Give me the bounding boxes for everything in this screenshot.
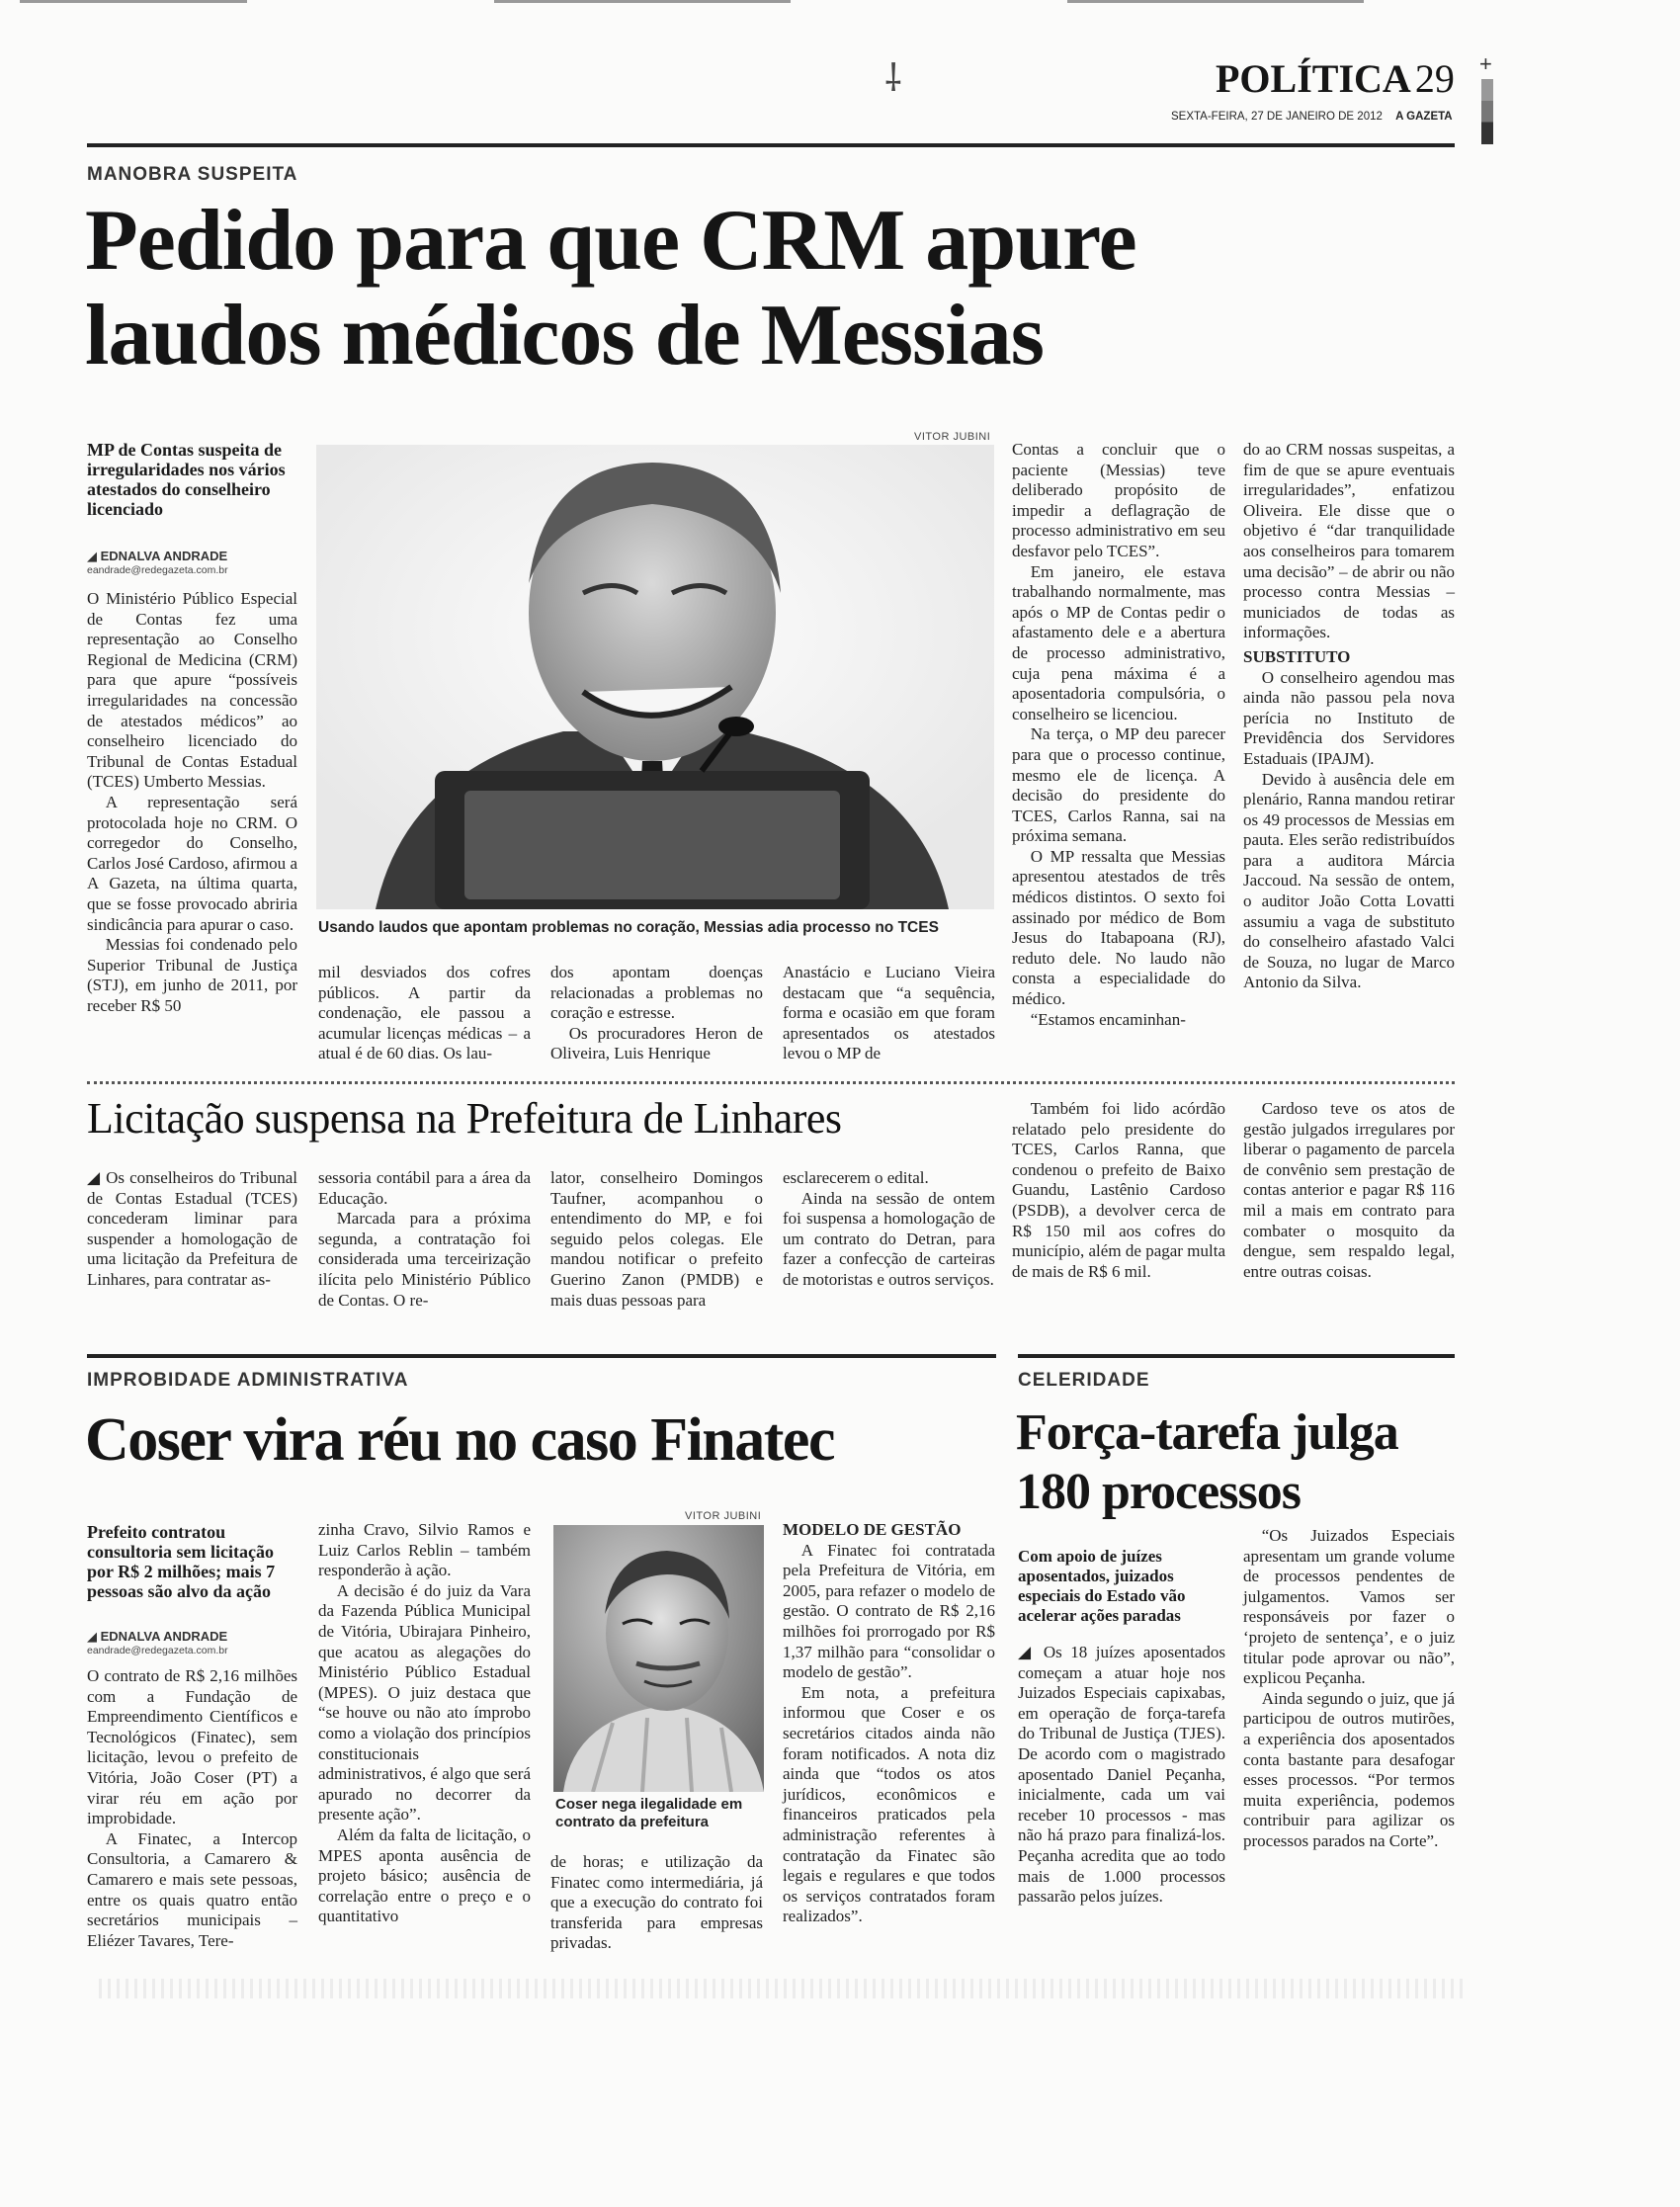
paragraph: “Os Juizados Especiais apresentam um grande volume de processos pendentes de julgamentos. Vamos ser responsáveis por fazer o ‘projeto de sentença’, e o juiz titular pode aprovar ou não”, explicou Peçanha. (1243, 1526, 1455, 1688)
paragraph: ◢ Os 18 juízes aposentados começam a atuar hoje nos Juizados Especiais capixabas, em operação de força-tarefa do Tribunal de Justiça (TJES). De acordo com o magistrado aposentado Daniel Peçanha, inicialmente, cada um vai receber 10 processos - mas não há prazo para finalizá-los. Peçanha acredita que ao todo mais de 1.000 processos passarão pelos juízes. (1018, 1643, 1225, 1907)
paragraph: Na terça, o MP deu parecer para que o processo continue, mesmo ele de licença. A decisão do presidente do TCES, Carlos Ranna, sai na próxima semana. (1012, 724, 1225, 846)
article3-subtitle: MODELO DE GESTÃO (783, 1520, 962, 1539)
article3-subhead: Prefeito contratou consultoria sem licitação por R$ 2 milhões; mais 7 pessoas são alvo da ação (87, 1522, 276, 1601)
article3-col2 (318, 1520, 531, 1927)
article1-col4 (783, 963, 995, 1064)
paragraph: ◢ Os conselheiros do Tribunal de Contas Estadual (TCES) concederam liminar para suspender a homologação de uma licitação da Prefeitura de Linhares, para contratar as- (87, 1168, 297, 1289)
paragraph: de horas; e utilização da Finatec como intermediária, já que a execução do contrato foi transferida para empresas privadas. (550, 1852, 763, 1953)
section-divider (87, 1081, 1455, 1084)
article1-col5 (1012, 440, 1225, 1030)
paragraph: Marcada para a próxima segunda, a contratação foi considerada uma terceirização ilícita pelo Ministério Público de Contas. O re- (318, 1209, 531, 1310)
paragraph: Ainda segundo o juiz, que já participou de outros mutirões, a experiência dos aposentados conta bastante para desafogar esses processos. “Por termos muita experiência, podemos contribuir para agilizar os processos parados na Corte”. (1243, 1688, 1455, 1850)
article1-caption: Usando laudos que apontam problemas no coração, Messias adia processo no TCES (318, 919, 939, 936)
article2-col4 (783, 1168, 995, 1291)
paragraph: Devido à ausência dele em plenário, Ranna mandou retirar os 49 processos de Messias em pauta. Eles serão redistribuídos para a auditora Márcia Jaccoud. Na sessão de ontem, o auditor João Cotta Lovatti assumiu a vaga de substituto do conselheiro afastado Valci de Souza, no lugar de Marco Antonio da Silva. (1243, 769, 1455, 992)
article4-kicker: CELERIDADE (1018, 1370, 1150, 1391)
paragraph: A Finatec foi contratada pela Prefeitura de Vitória, em 2005, para refazer o modelo de gestão. O contrato de R$ 2,16 milhões foi prorrogado por R$ 1,37 milhão para “consolidar o modelo de gestão”. (783, 1540, 995, 1682)
paragraph: Além da falta de licitação, o MPES aponta ausência de projeto básico; ausência de correlação entre o preço e o quantitativo (318, 1825, 531, 1926)
scan-edge-mark (20, 0, 247, 3)
paragraph: esclarecerem o edital. (783, 1168, 929, 1187)
article2-headline: Licitação suspensa na Prefeitura de Linhares (87, 1094, 842, 1143)
paragraph: Os procuradores Heron de Oliveira, Luis Henrique (550, 1023, 763, 1063)
article3-kicker: IMPROBIDADE ADMINISTRATIVA (87, 1370, 409, 1391)
paragraph: Ainda na sessão de ontem foi suspensa a homologação de um contrato do Detran, para fazer a confecção de carteiras de motoristas e outros serviços. (783, 1188, 995, 1289)
article3-top-rule (87, 1354, 996, 1358)
paragraph: sessoria contábil para a área da Educação. (318, 1168, 531, 1208)
paragraph: Em nota, a prefeitura informou que Coser e os secretários citados ainda não foram notificados. A nota diz ainda que “todos os atos jurídicos, econômicos e financeiros praticados pela administração referentes à contratação da Finatec são legais e regulares e que todos os serviços contratados foram realizados”. (783, 1682, 995, 1926)
paragraph: Cardoso teve os atos de gestão julgados irregulares por liberar o pagamento de parcela de convênio sem prestação de contas anterior e pagar R$ 116 mil a mais em contrato para combater o mosquito da dengue, sem respaldo legal, entre outras coisas. (1243, 1099, 1455, 1281)
paragraph: Contas a concluir que o paciente (Messias) teve deliberado propósito de impedir a deflagração de processo administrativo em seu desfavor pelo TCES”. (1012, 440, 1225, 560)
paragraph: mil desviados dos cofres públicos. A partir da condenação, ele passou a acumular licenças médicas – a atual é de 60 dias. Os lau- (318, 963, 531, 1063)
article3-caption: Coser nega ilegalidade em contrato da prefeitura (555, 1796, 743, 1830)
article3-col1 (87, 1666, 297, 1951)
paragraph: O conselheiro agendou mas ainda não passou pela nova perícia no Instituto de Previdência dos Servidores Estaduais (IPAJM). (1243, 667, 1455, 768)
paragraph: Também foi lido acórdão relatado pelo presidente do TCES, Carlos Ranna, que condenou o prefeito de Baixo Guandu, Lastênio Cardoso (PSDB), a devolver cerca de R$ 150 mil aos cofres do município, além de pagar multa de mais de R$ 6 mil. (1012, 1099, 1225, 1281)
paragraph: O Ministério Público Especial de Contas fez uma representação ao Conselho Regional de Medicina (CRM) para que apure “possíveis irregularidades na concessão de atestados médicos” ao conselheiro licenciado do Tribunal de Contas Estadual (TCES) Umberto Messias. (87, 589, 297, 792)
article1-col3 (550, 963, 763, 1064)
article4-subhead: Com apoio de juízes aposentados, juizados especiais do Estado vão acelerar ações paradas (1018, 1547, 1186, 1625)
paragraph: zinha Cravo, Silvio Ramos e Luiz Carlos Reblin – também responderão à ação. (318, 1520, 531, 1580)
paragraph: Em janeiro, ele estava trabalhando normalmente, mas após o MP de Contas pedir o afastamento dele e a abertura de processo administrativo, cuja pena máxima é a aposentadoria compulsória, o conselheiro se licenciou. (1012, 561, 1225, 723)
article2-col6 (1243, 1099, 1455, 1282)
registration-plus-icon: + (1479, 51, 1492, 76)
article1-byline: ◢ EDNALVA ANDRADE (87, 549, 228, 563)
paragraph: O MP ressalta que Messias apresentou atestados de três médicos distintos. O sexto foi assinado por médico de Bom Jesus do Itabapoana (RJ), reduto dele. No laudo não consta a especialidade do médico. (1012, 846, 1225, 1009)
scan-bleedthrough (99, 1979, 1463, 1998)
masthead-rule (87, 143, 1455, 147)
paragraph: lator, conselheiro Domingos Taufner, acompanhou o entendimento do MP, e foi seguido pelos colegas. Ele mandou notificar o prefeito Guerino Zanon (PMDB) e mais duas pessoas para (550, 1168, 763, 1310)
article1-subtitle: SUBSTITUTO (1243, 646, 1351, 666)
coser-photo (553, 1525, 764, 1792)
messias-photo (316, 445, 994, 909)
paragraph: O contrato de R$ 2,16 milhões com a Fundação de Empreendimento Científicos e Tecnológicos (Finatec), sem licitação, levou o prefeito de Vitória, João Coser (PT) a virar réu em ação por improbidade. (87, 1666, 297, 1828)
article3-col4 (783, 1520, 995, 1927)
handwritten-mark: ⸸ (884, 56, 902, 100)
paragraph: A Finatec, a Intercop Consultoria, a Camarero & Camarero e mais sete pessoas, entre os quais quatro então secretários municipais – Eliézer Tavares, Tere- (87, 1828, 297, 1950)
article4-headline: Força-tarefa julga 180 processos (1016, 1404, 1398, 1520)
section-title: POLÍTICA 29 (1216, 56, 1455, 101)
article3-col3 (550, 1852, 763, 1954)
article3-headline: Coser vira réu no caso Finatec (85, 1406, 834, 1474)
article1-col2 (318, 963, 531, 1064)
article1-photo-credit: VITOR JUBINI (914, 431, 991, 443)
article2-col3 (550, 1168, 763, 1311)
article1-headline: Pedido para que CRM apure laudos médicos de Messias (85, 193, 1136, 383)
paragraph: A decisão é do juiz da Vara da Fazenda Pública Municipal de Vitória, Ubirajara Pinheiro, que acatou as alegações do Ministério Público Estadual (MPES). O juiz destaca que “se houve ou não ato ímprobo como a violação dos princípios constitucionais administrativos, é algo que será apurado no decorrer da presente ação”. (318, 1580, 531, 1825)
article1-subhead: MP de Contas suspeita de irregularidades nos vários atestados do conselheiro licenciado (87, 440, 286, 519)
paragraph: A representação será protocolada hoje no CRM. O corregedor do Conselho, Carlos José Cardoso, afirmou a A Gazeta, na última quarta, que se fosse provocado abriria sindicância para apurar o caso. (87, 792, 297, 934)
paragraph: Messias foi condenado pelo Superior Tribunal de Justiça (STJ), em junho de 2011, por receber R$ 50 (87, 935, 297, 1015)
article1-col6 (1243, 440, 1455, 993)
article1-col1 (87, 589, 297, 1016)
portrait-illustration (316, 445, 994, 909)
article2-col5 (1012, 1099, 1225, 1282)
article1-email: eandrade@redegazeta.com.br (87, 564, 228, 576)
paragraph: do ao CRM nossas suspeitas, a fim de que se apure eventuais irregularidades”, enfatizou Oliveira. Ele disse que o objetivo é “dar tranquilidade aos conselheiros para tomarem uma decisão” – de abrir ou não processo contra Messias – municiados de todas as informações. (1243, 440, 1455, 642)
article1-kicker: MANOBRA SUSPEITA (87, 164, 298, 185)
article2-col1 (87, 1168, 297, 1291)
article3-photo-credit: VITOR JUBINI (685, 1510, 762, 1522)
article2-col2 (318, 1168, 531, 1311)
color-bar (1481, 79, 1493, 144)
article4-col1 (1018, 1643, 1225, 1908)
paragraph: dos apontam doenças relacionadas a problemas no coração e estresse. (550, 963, 763, 1023)
portrait-illustration (553, 1525, 764, 1792)
paragraph: “Estamos encaminhan- (1030, 1009, 1186, 1029)
article4-col2 (1243, 1526, 1455, 1852)
article3-email: eandrade@redegazeta.com.br (87, 1645, 228, 1656)
paragraph: Anastácio e Luciano Vieira destacam que “a sequência, forma e ocasião em que foram apresentados os atestados levou o MP de (783, 963, 995, 1063)
article3-byline: ◢ EDNALVA ANDRADE (87, 1629, 228, 1644)
masthead-dateline: SEXTA-FEIRA, 27 DE JANEIRO DE 2012 A GAZETA (1171, 111, 1453, 123)
article4-top-rule (1018, 1354, 1455, 1358)
scan-edge-mark (494, 0, 791, 3)
scan-edge-mark (1067, 0, 1364, 3)
